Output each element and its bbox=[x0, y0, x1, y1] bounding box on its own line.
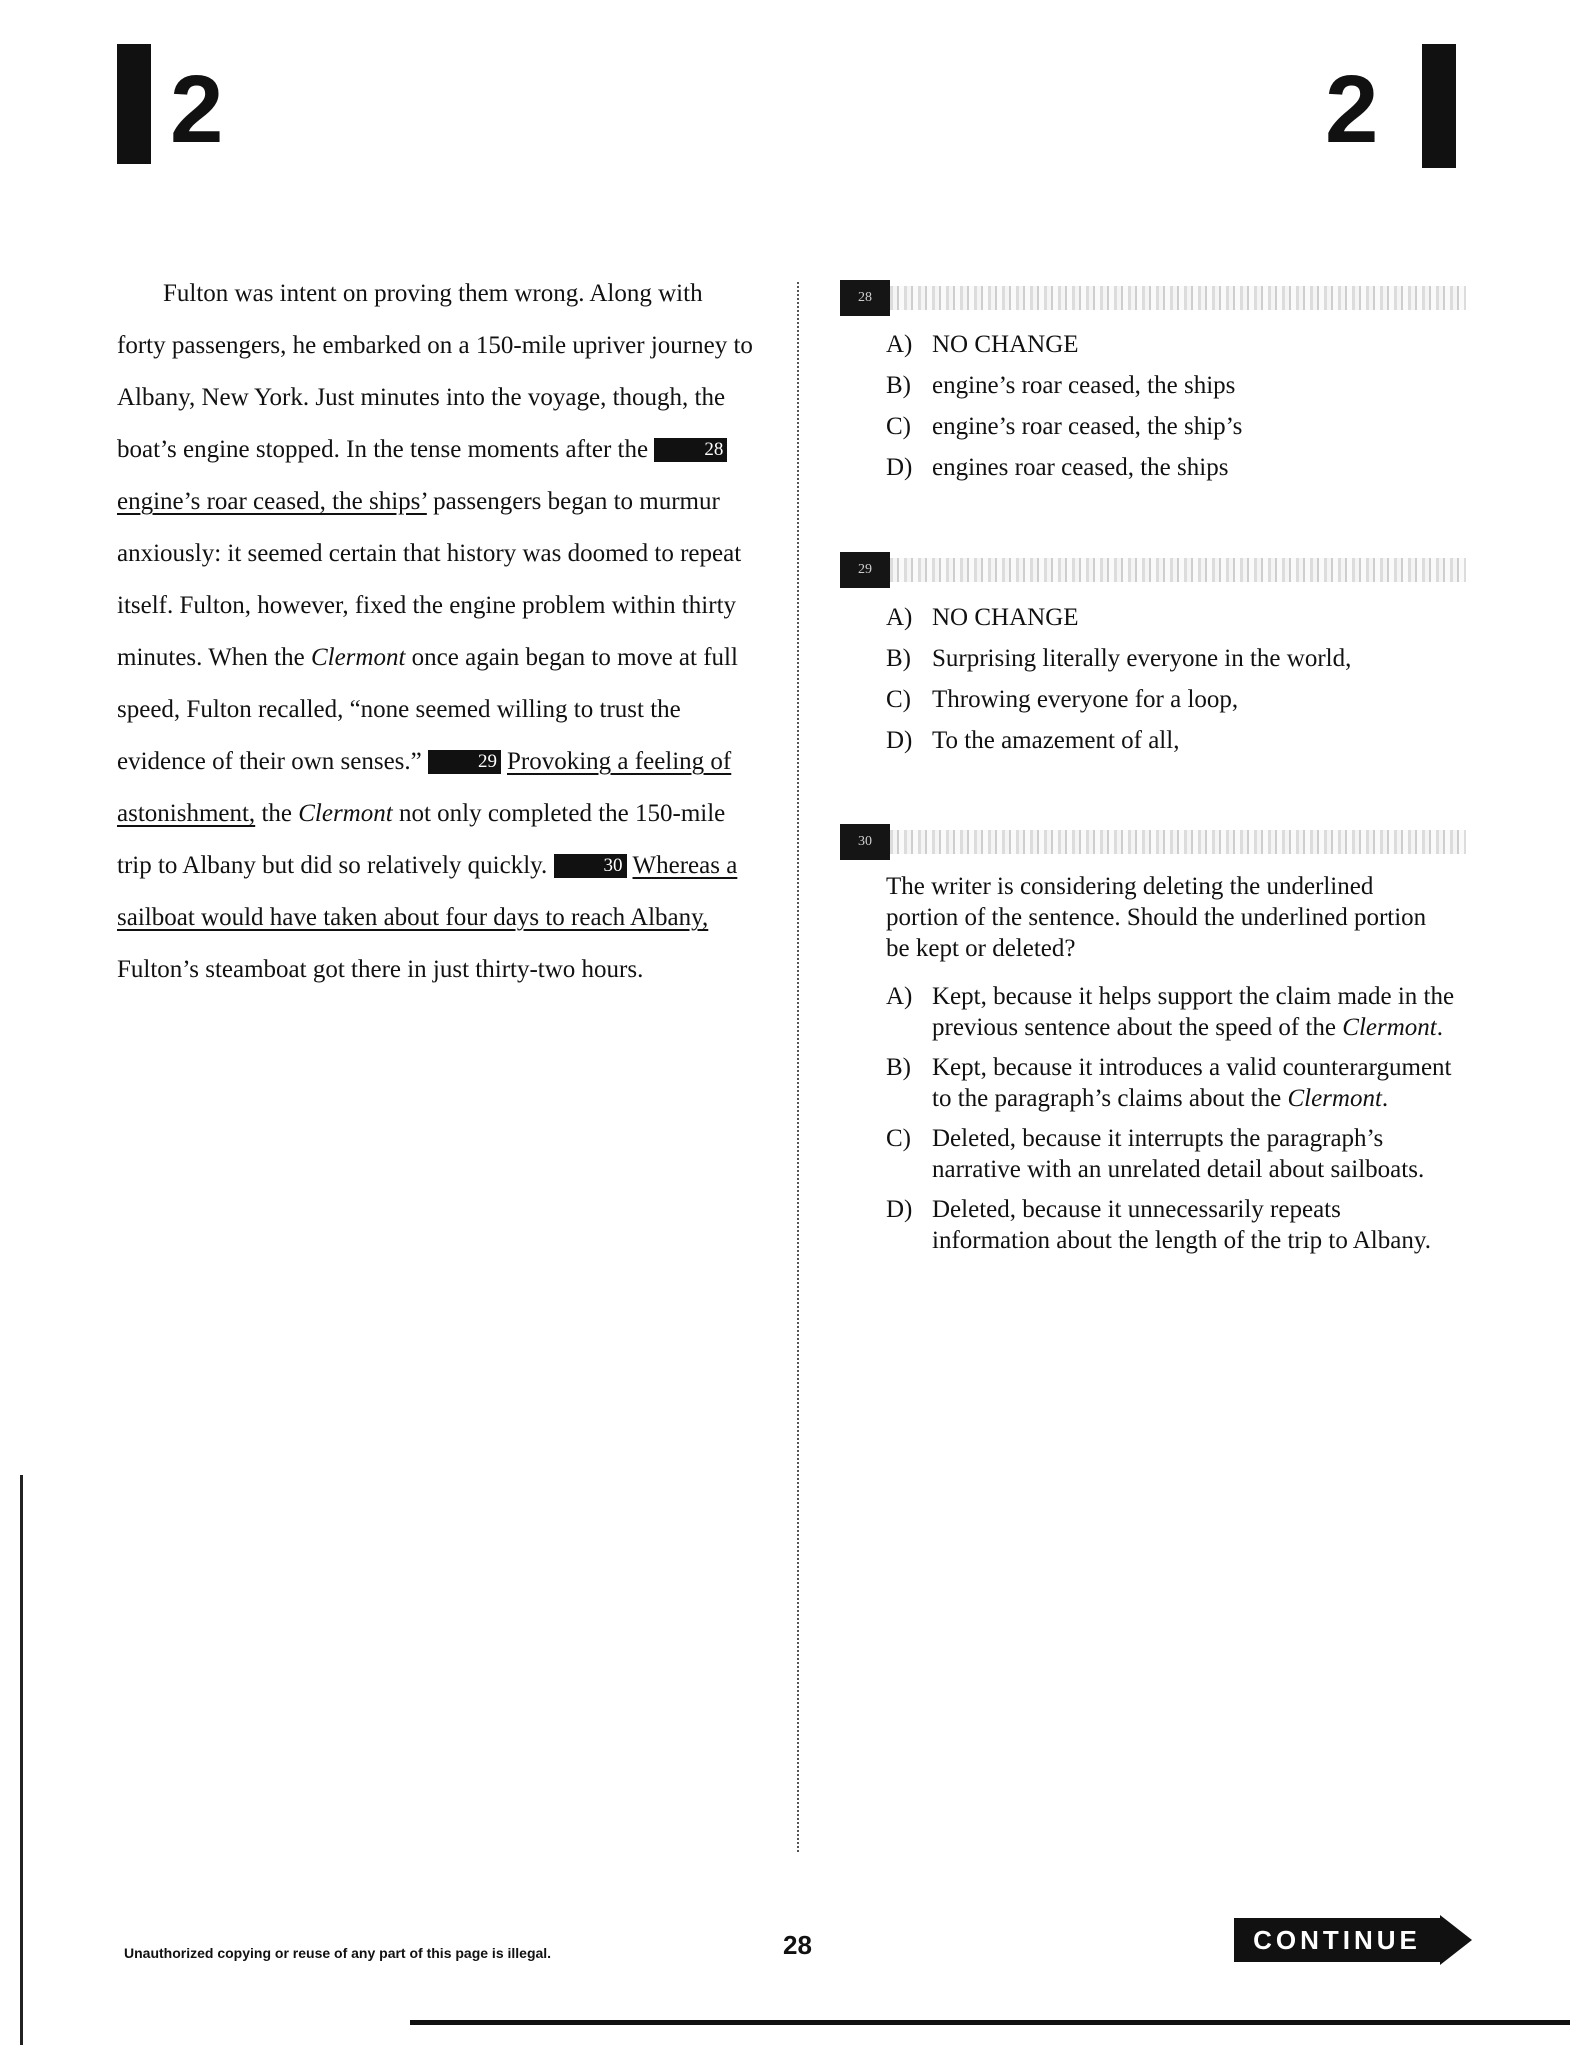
ship-name: Clermont bbox=[298, 800, 393, 827]
question-marker-29[interactable]: 29 bbox=[428, 750, 501, 774]
section-bar-left bbox=[117, 44, 151, 164]
question-number-30: 30 bbox=[840, 824, 890, 860]
section-bar-right bbox=[1422, 44, 1456, 168]
choice-letter: C) bbox=[886, 413, 911, 440]
choice-text: engines roar ceased, the ships bbox=[932, 454, 1229, 481]
passage-text: Fulton’s steamboat got there in just thirty-two hours. bbox=[117, 956, 644, 983]
page-number: 28 bbox=[783, 1930, 812, 1960]
choice-text: Deleted, because it unnecessarily repeats information about the length of the trip to Albany. bbox=[932, 1196, 1431, 1254]
question-number-29: 29 bbox=[840, 552, 890, 588]
section-number-left: 2 bbox=[170, 56, 224, 163]
passage-text: not only completed the 150-mile trip to Albany but did so relatively quickly. bbox=[117, 800, 726, 879]
choice-letter: D) bbox=[886, 454, 913, 481]
choice-letter: A) bbox=[886, 331, 913, 358]
choice-text: NO CHANGE bbox=[932, 604, 1079, 631]
scan-edge-line bbox=[20, 1475, 23, 2045]
choice-text: engine’s roar ceased, the ship’s bbox=[932, 413, 1243, 440]
choice-letter: B) bbox=[886, 645, 911, 672]
choice-text: To the amazement of all, bbox=[932, 727, 1180, 754]
choice-29-c[interactable] bbox=[886, 684, 1486, 715]
underlined-portion-29: Provoking a feeling of astonishment, bbox=[117, 748, 732, 827]
choice-letter: D) bbox=[886, 1196, 913, 1223]
underlined-portion-30: Whereas a sailboat would have taken about four days to reach Albany, bbox=[117, 852, 738, 931]
column-divider bbox=[797, 282, 799, 1852]
ship-name: Clermont bbox=[1287, 1085, 1382, 1112]
question-number-28: 28 bbox=[840, 280, 890, 316]
choice-text: Surprising literally everyone in the world, bbox=[932, 645, 1352, 672]
question-header-29 bbox=[840, 552, 1466, 588]
choice-letter: A) bbox=[886, 983, 913, 1010]
choice-28-d[interactable] bbox=[886, 452, 1486, 483]
ship-name: Clermont bbox=[1342, 1014, 1437, 1041]
question-stem-30: The writer is considering deleting the underlined portion of the sentence. Should the underlined portion be kept or deleted? bbox=[886, 873, 1427, 962]
choice-letter: C) bbox=[886, 1125, 911, 1152]
choice-30-a[interactable] bbox=[886, 981, 1462, 1043]
passage-text: Fulton was intent on proving them wrong. Along with forty passengers, he embarked on a 150-mile upriver journey to Albany, New York. Just minutes into the voyage, though, the boat’s engine stopped. In the tense moments after the bbox=[117, 280, 753, 463]
choice-text: NO CHANGE bbox=[932, 331, 1079, 358]
choice-text: Kept, because it introduces a valid counterargument to the paragraph’s claims about the bbox=[932, 1054, 1452, 1112]
choice-text: engine’s roar ceased, the ships bbox=[932, 372, 1236, 399]
choice-letter: B) bbox=[886, 1054, 911, 1081]
ship-name: Clermont bbox=[310, 644, 406, 671]
choices-30 bbox=[886, 981, 1462, 1265]
passage bbox=[117, 268, 757, 996]
choice-28-c[interactable] bbox=[886, 411, 1486, 442]
question-marker-28[interactable]: 28 bbox=[654, 438, 727, 462]
choice-tail: . bbox=[1436, 1014, 1443, 1041]
choice-letter: B) bbox=[886, 372, 911, 399]
choice-letter: A) bbox=[886, 604, 913, 631]
question-marker-30[interactable]: 30 bbox=[554, 854, 627, 878]
arrow-right-icon bbox=[1440, 1915, 1472, 1965]
continue-button[interactable] bbox=[1234, 1915, 1474, 1965]
choice-text: Kept, because it helps support the claim made in the previous sentence about the speed of the bbox=[932, 983, 1455, 1041]
choice-letter: C) bbox=[886, 686, 911, 713]
scan-smudge bbox=[890, 830, 1466, 854]
bottom-rule bbox=[410, 2020, 1570, 2025]
choice-30-c[interactable] bbox=[886, 1123, 1462, 1185]
underlined-portion-28: engine’s roar ceased, the ships’ bbox=[117, 488, 427, 515]
choice-29-a[interactable] bbox=[886, 602, 1486, 633]
choice-29-b[interactable] bbox=[886, 643, 1486, 674]
choice-30-d[interactable] bbox=[886, 1194, 1462, 1256]
passage-text: once again began to move at full speed, Fulton recalled, “none seemed willing to trust the evidence of their own senses.” bbox=[117, 644, 738, 775]
scan-smudge bbox=[890, 558, 1466, 582]
choice-tail: . bbox=[1381, 1085, 1389, 1112]
passage-text: passengers began to murmur anxiously: it seemed certain that history was doomed to repeat itself. Fulton, however, fixed the engine problem within thirty minutes. When the bbox=[117, 488, 742, 671]
choices-28 bbox=[886, 329, 1486, 493]
choice-letter: D) bbox=[886, 727, 913, 754]
passage-text: the bbox=[261, 800, 292, 827]
choice-text: Throwing everyone for a loop, bbox=[932, 686, 1239, 713]
choices-29 bbox=[886, 602, 1486, 766]
copyright-notice: Unauthorized copying or reuse of any part of this page is illegal. bbox=[124, 1945, 552, 1961]
continue-label: CONTINUE bbox=[1234, 1918, 1440, 1962]
passage-paragraph bbox=[117, 268, 757, 996]
section-number-right: 2 bbox=[1325, 56, 1379, 163]
choice-28-a[interactable] bbox=[886, 329, 1486, 360]
scan-smudge bbox=[890, 286, 1466, 310]
choice-28-b[interactable] bbox=[886, 370, 1486, 401]
choice-text: Deleted, because it interrupts the paragraph’s narrative with an unrelated detail about sailboats. bbox=[932, 1125, 1425, 1183]
choice-30-b[interactable] bbox=[886, 1052, 1462, 1114]
question-header-30 bbox=[840, 824, 1466, 860]
question-header-28 bbox=[840, 280, 1466, 316]
choice-29-d[interactable] bbox=[886, 725, 1486, 756]
